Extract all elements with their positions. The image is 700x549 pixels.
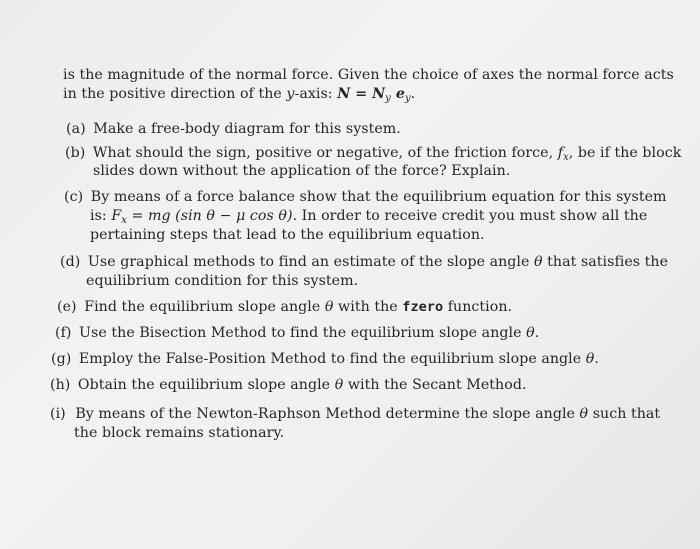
item-d-text-1: Use graphical methods to find an estimate of the slope angle (87, 254, 535, 270)
item-c-line-2 (90, 207, 647, 225)
item-d-text-1-end: that satisfies the (542, 254, 669, 270)
item-f-text-end: . (534, 325, 540, 341)
theta-symbol: θ (585, 351, 595, 367)
item-a-text: Make a free-body diagram for this system. (93, 121, 401, 137)
friction-symbol: f (557, 145, 564, 161)
intro-text-2: in the positive direction of the (63, 86, 287, 102)
item-e-marker: (e) (57, 299, 77, 315)
equilibrium-equation: = mg (sin θ − μ cos θ) (126, 208, 293, 224)
item-c-marker: (c) (64, 189, 84, 205)
item-b-line-1 (65, 144, 681, 162)
item-f (55, 324, 539, 342)
item-f-text: Use the Bisection Method to find the equilibrium slope angle (79, 325, 527, 341)
intro-line-2 (63, 85, 415, 103)
item-g-marker: (g) (51, 351, 72, 367)
subscript-x-2: x (121, 215, 127, 226)
item-i-line-1 (50, 405, 660, 423)
y-variable: y (286, 86, 295, 102)
item-e-text-end: function. (443, 299, 513, 315)
item-b-text-1-end: , be if the block (568, 145, 682, 161)
subscript-x: x (563, 152, 569, 163)
intro-axis-text: -axis: (294, 86, 338, 102)
normal-force-equation: N = N (337, 86, 386, 102)
theta-symbol: θ (526, 325, 535, 341)
item-i-marker: (i) (50, 406, 66, 422)
fzero-code: fzero (402, 299, 444, 315)
intro-text-1: is the magnitude of the normal force. Given the choice of axes the normal force acts (63, 67, 674, 83)
item-c-text-2-pre: is: (90, 208, 112, 224)
item-h (50, 376, 527, 394)
item-e-text: Find the equilibrium slope angle (84, 299, 325, 315)
item-h-text: Obtain the equilibrium slope angle (77, 377, 335, 393)
theta-symbol: θ (334, 377, 344, 393)
item-i-text-2: the block remains stationary. (74, 425, 285, 441)
intro-line-1 (63, 66, 674, 84)
unit-vector: e (390, 86, 405, 102)
item-d-text-2: equilibrium condition for this system. (86, 273, 359, 289)
item-d-line-2 (86, 272, 358, 290)
item-i-text-1-end: such that (588, 406, 661, 422)
item-e (57, 298, 512, 316)
item-b-line-2 (93, 162, 510, 180)
item-g-text-end: . (594, 351, 599, 367)
item-e-text-mid: with the (333, 299, 403, 315)
item-b-text-1: What should the sign, positive or negative, of the friction force, (92, 145, 558, 161)
item-c-text-1: By means of a force balance show that the equilibrium equation for this system (90, 189, 667, 205)
item-c-line-3 (90, 226, 485, 244)
item-h-marker: (h) (50, 377, 71, 393)
period: . (410, 86, 416, 102)
theta-symbol: θ (534, 254, 543, 270)
item-g (51, 350, 599, 368)
subscript-y: y (385, 93, 391, 104)
force-symbol: F (111, 208, 122, 224)
item-d-line-1 (60, 253, 668, 271)
item-g-text: Employ the False-Position Method to find the equilibrium slope angle (78, 351, 586, 367)
item-c-text-2-post: . In order to receive credit you must show all the (292, 208, 648, 224)
item-b-text-2: slides down without the application of the force? Explain. (93, 163, 511, 179)
theta-symbol: θ (324, 299, 334, 315)
subscript-y-2: y (404, 93, 411, 104)
item-c-text-3: pertaining steps that lead to the equilibrium equation. (90, 227, 485, 243)
item-h-text-end: with the Secant Method. (343, 377, 527, 393)
item-i-line-2 (74, 424, 284, 442)
item-b-marker: (b) (65, 145, 86, 161)
item-d-marker: (d) (60, 254, 81, 270)
item-c-line-1 (64, 188, 667, 206)
item-a-marker: (a) (66, 121, 86, 137)
theta-symbol: θ (579, 406, 589, 422)
item-a (66, 120, 401, 138)
item-f-marker: (f) (55, 325, 72, 341)
item-i-text-1: By means of the Newton-Raphson Method determine the slope angle (75, 406, 580, 422)
